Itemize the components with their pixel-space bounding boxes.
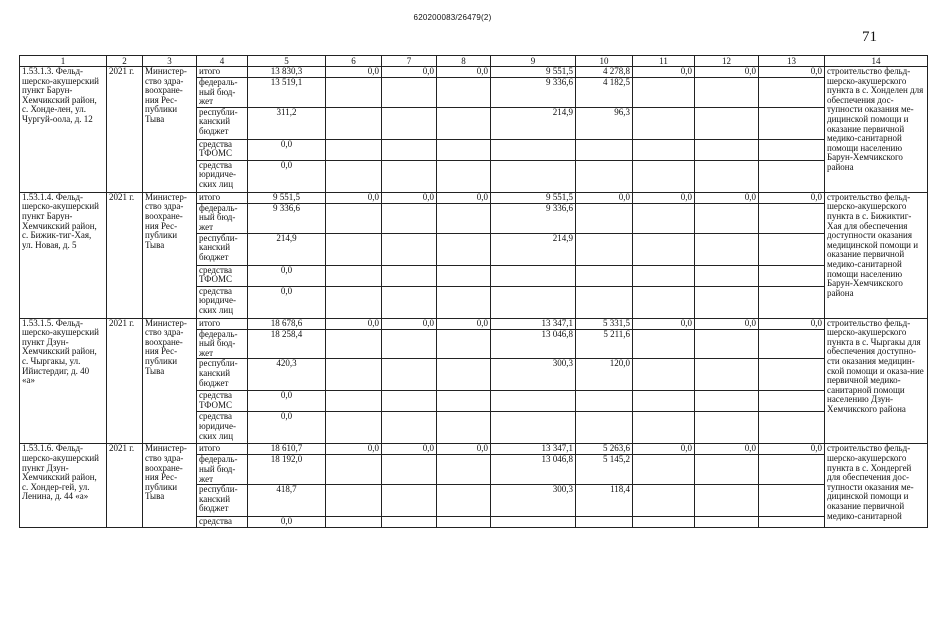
amount-cell-c6	[326, 286, 382, 318]
amount-cell-c8	[437, 517, 491, 528]
amount-cell-c6	[326, 203, 382, 233]
amount-cell-c8	[437, 412, 491, 444]
amount-cell-c6	[326, 455, 382, 485]
amount-cell-c11	[633, 485, 695, 517]
amount-cell-c8	[437, 286, 491, 318]
amount-cell-c10: 4 278,8	[576, 67, 633, 78]
amount-cell-c9: 13 347,1	[491, 318, 576, 329]
amount-cell-c10: 5 145,2	[576, 455, 633, 485]
amount-cell-c7	[382, 78, 437, 108]
column-number-row	[20, 56, 928, 67]
amount-cell-c8	[437, 359, 491, 391]
amount-cell-c13	[759, 391, 825, 412]
amount-cell-c9: 214,9	[491, 107, 576, 139]
funding-source-cell: итого	[197, 444, 248, 455]
amount-cell-c12	[695, 233, 759, 265]
amount-cell-c13	[759, 329, 825, 359]
year-cell: 2021 г.	[107, 192, 143, 318]
amount-cell-c11	[633, 203, 695, 233]
amount-cell-c10	[576, 233, 633, 265]
amount-cell-c11	[633, 233, 695, 265]
amount-cell-c13: 0,0	[759, 444, 825, 455]
amount-cell-c10: 5 263,6	[576, 444, 633, 455]
amount-cell-c7	[382, 160, 437, 192]
amount-cell-c12	[695, 517, 759, 528]
amount-cell-c9	[491, 265, 576, 286]
amount-cell-c11	[633, 265, 695, 286]
funding-source-cell: республи-канский бюджет	[197, 359, 248, 391]
amount-cell-c10	[576, 139, 633, 160]
amount-cell-c10: 4 182,5	[576, 78, 633, 108]
amount-cell-c6	[326, 160, 382, 192]
funding-source-cell: итого	[197, 192, 248, 203]
amount-cell-c12: 0,0	[695, 67, 759, 78]
amount-cell-c11	[633, 329, 695, 359]
amount-cell-c5: 18 192,0	[248, 455, 326, 485]
year-cell: 2021 г.	[107, 318, 143, 444]
amount-cell-c8	[437, 265, 491, 286]
amount-cell-c5: 0,0	[248, 517, 326, 528]
amount-cell-c6: 0,0	[326, 67, 382, 78]
amount-cell-c13	[759, 517, 825, 528]
amount-cell-c13	[759, 412, 825, 444]
amount-cell-c13	[759, 203, 825, 233]
amount-cell-c11: 0,0	[633, 444, 695, 455]
amount-cell-c11: 0,0	[633, 318, 695, 329]
amount-cell-c10	[576, 286, 633, 318]
amount-cell-c8	[437, 78, 491, 108]
amount-cell-c9: 9 551,5	[491, 67, 576, 78]
funding-source-cell: средства юридиче-ских лиц	[197, 286, 248, 318]
amount-cell-c8	[437, 107, 491, 139]
column-number-13: 13	[759, 56, 825, 67]
funding-source-cell: республи-канский бюджет	[197, 485, 248, 517]
amount-cell-c13	[759, 265, 825, 286]
amount-cell-c7	[382, 233, 437, 265]
amount-cell-c6: 0,0	[326, 444, 382, 455]
amount-cell-c7	[382, 359, 437, 391]
amount-cell-c12: 0,0	[695, 318, 759, 329]
funding-source-cell: федераль-ный бюд-жет	[197, 78, 248, 108]
amount-cell-c5: 420,3	[248, 359, 326, 391]
amount-cell-c7	[382, 485, 437, 517]
amount-cell-c8	[437, 160, 491, 192]
amount-cell-c12	[695, 359, 759, 391]
executor-cell: Министер-ство здра-воохране-ния Рес-публики Тыва	[143, 444, 197, 528]
executor-cell: Министер-ство здра-воохране-ния Рес-публики Тыва	[143, 318, 197, 444]
amount-cell-c13: 0,0	[759, 192, 825, 203]
amount-cell-c6	[326, 391, 382, 412]
column-number-3: 3	[143, 56, 197, 67]
amount-cell-c6	[326, 78, 382, 108]
amount-cell-c5: 18 610,7	[248, 444, 326, 455]
amount-cell-c7	[382, 286, 437, 318]
column-number-7: 7	[382, 56, 437, 67]
amount-cell-c6	[326, 329, 382, 359]
amount-cell-c12	[695, 455, 759, 485]
amount-cell-c9: 9 551,5	[491, 192, 576, 203]
amount-cell-c10	[576, 203, 633, 233]
year-cell: 2021 г.	[107, 67, 143, 193]
amount-cell-c5: 0,0	[248, 412, 326, 444]
column-number-9: 9	[491, 56, 576, 67]
amount-cell-c5: 311,2	[248, 107, 326, 139]
amount-cell-c9	[491, 412, 576, 444]
column-number-8: 8	[437, 56, 491, 67]
funding-source-cell: средства ТФОМС	[197, 391, 248, 412]
amount-cell-c9: 300,3	[491, 485, 576, 517]
amount-cell-c6	[326, 412, 382, 444]
amount-cell-c9	[491, 139, 576, 160]
amount-cell-c5: 0,0	[248, 265, 326, 286]
amount-cell-c12	[695, 78, 759, 108]
amount-cell-c12	[695, 203, 759, 233]
amount-cell-c10	[576, 412, 633, 444]
purpose-cell: строительство фельд-шерско-акушерского пункта в с. Хонделен для обеспечения дос-тупности оказания ме-дицинской помощи и оказание первичной медико-санитарной помощи населению Барун-Хемчикского района	[825, 67, 928, 193]
column-number-5: 5	[248, 56, 326, 67]
amount-cell-c11	[633, 455, 695, 485]
amount-cell-c8	[437, 139, 491, 160]
amount-cell-c12	[695, 485, 759, 517]
amount-cell-c8	[437, 485, 491, 517]
column-number-2: 2	[107, 56, 143, 67]
amount-cell-c6: 0,0	[326, 318, 382, 329]
amount-cell-c13	[759, 107, 825, 139]
funding-source-cell: средства юридиче-ских лиц	[197, 412, 248, 444]
amount-cell-c10: 5 331,5	[576, 318, 633, 329]
amount-cell-c7	[382, 412, 437, 444]
amount-cell-c7	[382, 391, 437, 412]
funding-source-cell: средства ТФОМС	[197, 139, 248, 160]
year-cell: 2021 г.	[107, 444, 143, 528]
executor-cell: Министер-ство здра-воохране-ния Рес-публики Тыва	[143, 67, 197, 193]
amount-cell-c11	[633, 78, 695, 108]
amount-cell-c12: 0,0	[695, 444, 759, 455]
executor-cell: Министер-ство здра-воохране-ния Рес-публики Тыва	[143, 192, 197, 318]
amount-cell-c6	[326, 233, 382, 265]
funding-source-cell: федераль-ный бюд-жет	[197, 455, 248, 485]
amount-cell-c12	[695, 391, 759, 412]
budget-table	[19, 55, 928, 528]
amount-cell-c8: 0,0	[437, 192, 491, 203]
amount-cell-c6	[326, 359, 382, 391]
amount-cell-c12	[695, 265, 759, 286]
funding-source-cell: федераль-ный бюд-жет	[197, 329, 248, 359]
amount-cell-c10: 0,0	[576, 192, 633, 203]
amount-cell-c11	[633, 517, 695, 528]
amount-cell-c10	[576, 160, 633, 192]
amount-cell-c10	[576, 265, 633, 286]
purpose-cell: строительство фельд-шерско-акушерского пункта в с. Хондергей для обеспечения дос-тупности оказания ме-дицинской помощи и оказание первичной медико-санитарной	[825, 444, 928, 528]
amount-cell-c11	[633, 139, 695, 160]
amount-cell-c6	[326, 107, 382, 139]
amount-cell-c12: 0,0	[695, 192, 759, 203]
table-row	[20, 444, 928, 455]
amount-cell-c11: 0,0	[633, 67, 695, 78]
column-number-1: 1	[20, 56, 107, 67]
table-row	[20, 67, 928, 78]
item-name-cell: 1.53.1.3. Фельд-шерско-акушерский пункт Барун-Хемчикский район, с. Хонде-лен, ул. Чургуй-оола, д. 12	[20, 67, 107, 193]
amount-cell-c6	[326, 517, 382, 528]
amount-cell-c9: 13 347,1	[491, 444, 576, 455]
amount-cell-c7	[382, 455, 437, 485]
column-number-6: 6	[326, 56, 382, 67]
amount-cell-c5: 0,0	[248, 391, 326, 412]
amount-cell-c8	[437, 329, 491, 359]
amount-cell-c11	[633, 107, 695, 139]
amount-cell-c7	[382, 139, 437, 160]
amount-cell-c8	[437, 455, 491, 485]
amount-cell-c12	[695, 412, 759, 444]
amount-cell-c9: 9 336,6	[491, 203, 576, 233]
amount-cell-c7	[382, 329, 437, 359]
funding-source-cell: итого	[197, 318, 248, 329]
purpose-cell: строительство фельд-шерско-акушерского пункта в с. Чыргакы для обеспечения доступно-сти оказания медицин-ской помощи и оказа-ние первичной медико-санитарной помощи населению Дзун-Хемчикского района	[825, 318, 928, 444]
amount-cell-c10: 118,4	[576, 485, 633, 517]
funding-source-cell: республи-канский бюджет	[197, 233, 248, 265]
amount-cell-c12	[695, 107, 759, 139]
amount-cell-c13	[759, 139, 825, 160]
item-name-cell: 1.53.1.6. Фельд-шерско-акушерский пункт Дзун-Хемчикский район, с. Хондер-гей, ул. Ленина, д. 44 «а»	[20, 444, 107, 528]
amount-cell-c9	[491, 160, 576, 192]
funding-source-cell: республи-канский бюджет	[197, 107, 248, 139]
amount-cell-c7	[382, 203, 437, 233]
document-id: 620200083/26479(2)	[413, 13, 492, 22]
amount-cell-c13	[759, 78, 825, 108]
amount-cell-c8	[437, 203, 491, 233]
amount-cell-c7: 0,0	[382, 444, 437, 455]
amount-cell-c5: 0,0	[248, 139, 326, 160]
item-name-cell: 1.53.1.4. Фельд-шерско-акушерский пункт Барун-Хемчикский район, с. Бижик-тиг-Хая, ул. Новая, д. 5	[20, 192, 107, 318]
funding-source-cell: средства ТФОМС	[197, 265, 248, 286]
amount-cell-c9	[491, 286, 576, 318]
amount-cell-c6	[326, 265, 382, 286]
amount-cell-c5: 418,7	[248, 485, 326, 517]
amount-cell-c9: 9 336,6	[491, 78, 576, 108]
amount-cell-c5: 9 551,5	[248, 192, 326, 203]
amount-cell-c8	[437, 233, 491, 265]
amount-cell-c8: 0,0	[437, 444, 491, 455]
funding-source-cell: федераль-ный бюд-жет	[197, 203, 248, 233]
amount-cell-c10: 96,3	[576, 107, 633, 139]
column-number-11: 11	[633, 56, 695, 67]
amount-cell-c10	[576, 517, 633, 528]
amount-cell-c11	[633, 286, 695, 318]
amount-cell-c5: 0,0	[248, 286, 326, 318]
amount-cell-c8	[437, 391, 491, 412]
amount-cell-c10: 120,0	[576, 359, 633, 391]
amount-cell-c13	[759, 286, 825, 318]
amount-cell-c13	[759, 455, 825, 485]
amount-cell-c13: 0,0	[759, 318, 825, 329]
amount-cell-c7: 0,0	[382, 192, 437, 203]
amount-cell-c9: 13 046,8	[491, 455, 576, 485]
amount-cell-c12	[695, 286, 759, 318]
amount-cell-c11: 0,0	[633, 192, 695, 203]
amount-cell-c8: 0,0	[437, 318, 491, 329]
column-number-14: 14	[825, 56, 928, 67]
amount-cell-c7: 0,0	[382, 318, 437, 329]
amount-cell-c12	[695, 139, 759, 160]
purpose-cell: строительство фельд-шерско-акушерского пункта в с. Бижиктиг-Хая для обеспечения доступности оказания медицинской помощи и оказание первичной медико-санитарной помощи населению Барун-Хемчикского района	[825, 192, 928, 318]
amount-cell-c12	[695, 160, 759, 192]
amount-cell-c5: 0,0	[248, 160, 326, 192]
funding-source-cell: средства юридиче-ских лиц	[197, 160, 248, 192]
amount-cell-c11	[633, 391, 695, 412]
amount-cell-c9: 13 046,8	[491, 329, 576, 359]
amount-cell-c9: 300,3	[491, 359, 576, 391]
page-number: 71	[862, 29, 877, 45]
funding-source-cell: итого	[197, 67, 248, 78]
column-number-12: 12	[695, 56, 759, 67]
amount-cell-c5: 9 336,6	[248, 203, 326, 233]
amount-cell-c5: 13 830,3	[248, 67, 326, 78]
amount-cell-c5: 18 678,6	[248, 318, 326, 329]
amount-cell-c11	[633, 359, 695, 391]
amount-cell-c13: 0,0	[759, 67, 825, 78]
amount-cell-c8: 0,0	[437, 67, 491, 78]
table-row	[20, 318, 928, 329]
amount-cell-c10: 5 211,6	[576, 329, 633, 359]
amount-cell-c13	[759, 485, 825, 517]
amount-cell-c6: 0,0	[326, 192, 382, 203]
amount-cell-c13	[759, 160, 825, 192]
amount-cell-c7	[382, 517, 437, 528]
amount-cell-c13	[759, 233, 825, 265]
column-number-10: 10	[576, 56, 633, 67]
amount-cell-c6	[326, 485, 382, 517]
column-number-4: 4	[197, 56, 248, 67]
item-name-cell: 1.53.1.5. Фельд-шерско-акушерский пункт Дзун-Хемчикский район, с. Чыргакы, ул. Ийистердиг, д. 40 «а»	[20, 318, 107, 444]
amount-cell-c13	[759, 359, 825, 391]
amount-cell-c7	[382, 265, 437, 286]
amount-cell-c6	[326, 139, 382, 160]
amount-cell-c10	[576, 391, 633, 412]
amount-cell-c5: 214,9	[248, 233, 326, 265]
funding-source-cell: средства	[197, 517, 248, 528]
amount-cell-c9	[491, 517, 576, 528]
amount-cell-c7	[382, 107, 437, 139]
amount-cell-c9	[491, 391, 576, 412]
amount-cell-c9: 214,9	[491, 233, 576, 265]
amount-cell-c11	[633, 412, 695, 444]
amount-cell-c5: 18 258,4	[248, 329, 326, 359]
amount-cell-c11	[633, 160, 695, 192]
table-row	[20, 192, 928, 203]
amount-cell-c5: 13 519,1	[248, 78, 326, 108]
amount-cell-c12	[695, 329, 759, 359]
amount-cell-c7: 0,0	[382, 67, 437, 78]
